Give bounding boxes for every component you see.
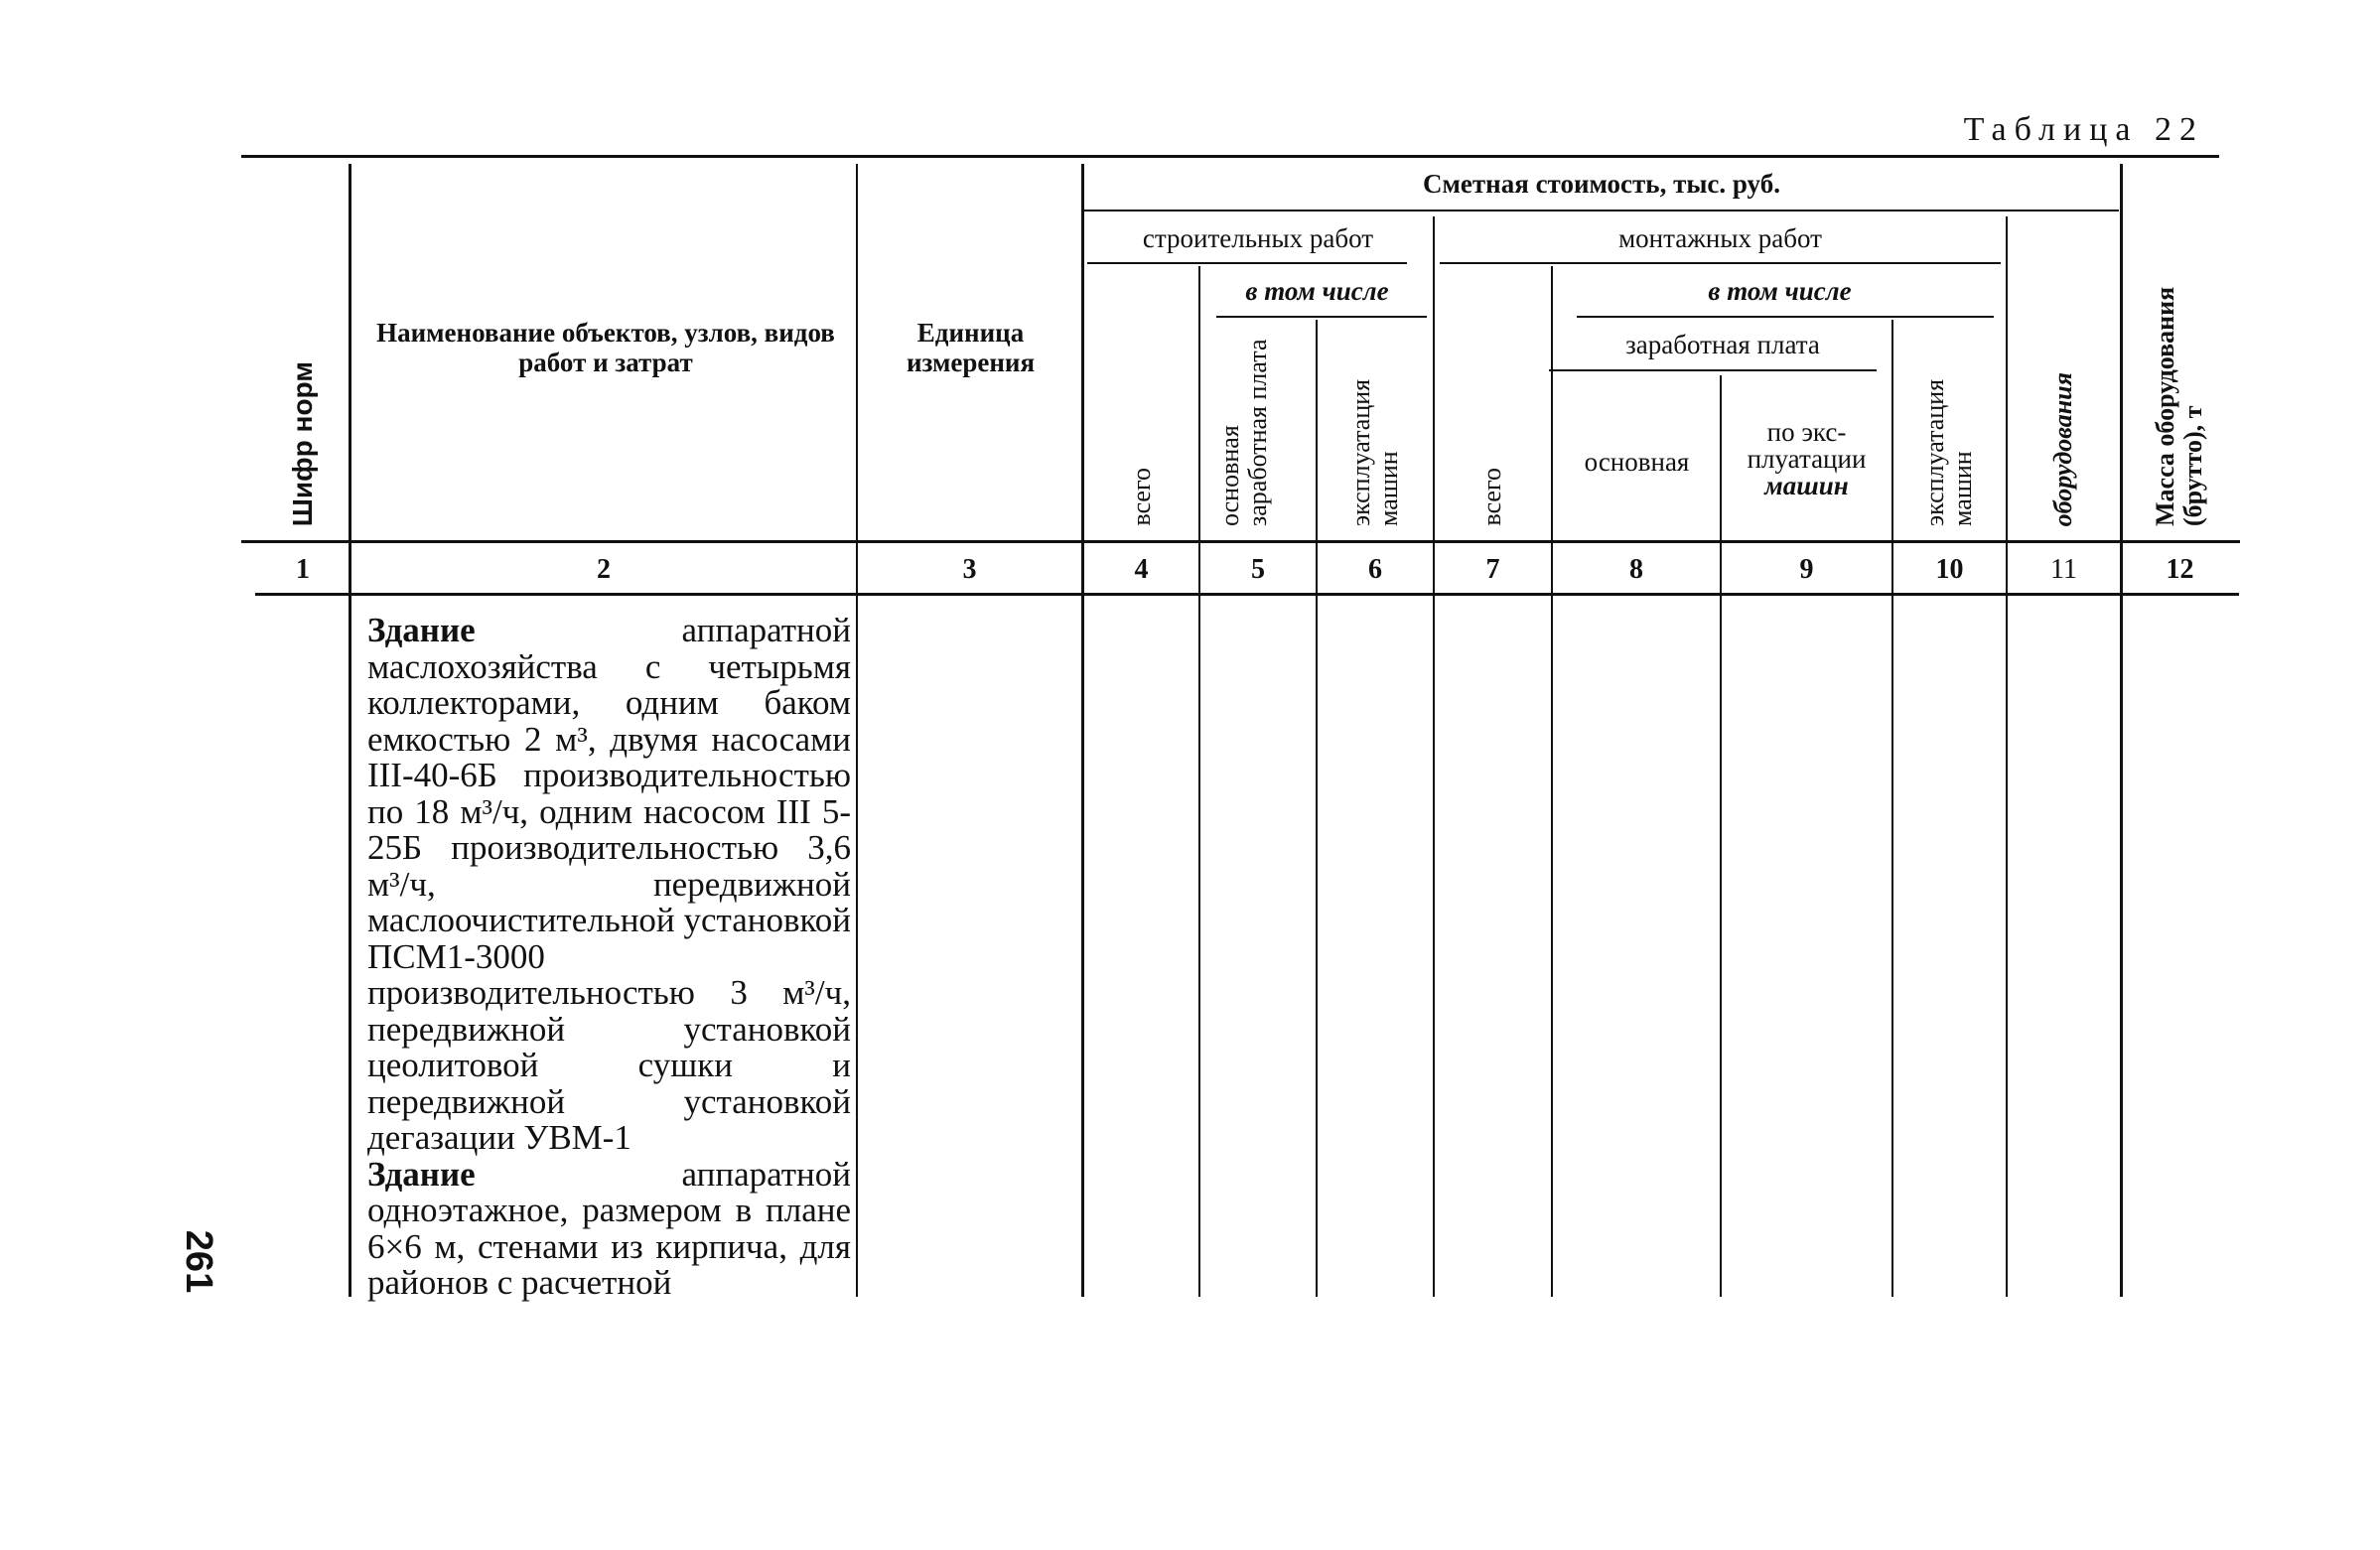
col-rule-2 (856, 164, 858, 1297)
installation-incl-underline (1577, 316, 1994, 318)
header-construction-incl: в том числе (1245, 276, 1389, 306)
construction-incl-underline (1216, 316, 1427, 318)
header-construction-wage: основная заработная плата (1215, 339, 1272, 526)
col-rule-11 (2120, 164, 2123, 1297)
header-construction-machines: эксплуатация машин (1346, 378, 1403, 526)
col-number: 9 (1799, 554, 1814, 585)
top-rule (241, 155, 2219, 158)
header-construction: строительных работ (1142, 223, 1374, 253)
col-rule-6 (1433, 216, 1435, 1297)
col-number: 2 (597, 554, 611, 585)
header-estimate: Сметная стоимость, тыс. руб. (1423, 169, 1780, 199)
header-bottom-rule (241, 540, 2240, 543)
col-number: 5 (1251, 554, 1265, 585)
estimate-underline (1084, 210, 2119, 211)
header-unit: Единица измерения (906, 318, 1036, 377)
table-row: Здание аппаратной одноэтажное, размером в плане 6×6 м, стенами из кирпича, для районов с расчетной (367, 1154, 851, 1302)
col-number: 8 (1629, 554, 1643, 585)
header-name: Наименование объектов, узлов, видов работ и затрат (376, 318, 835, 377)
col-number: 3 (962, 554, 977, 585)
col-rule-8 (1720, 375, 1722, 1297)
header-installation-wage: заработная плата (1625, 330, 1820, 359)
table-title: Таблица 22 (1963, 111, 2204, 148)
col-number: 11 (2050, 554, 2077, 585)
header-installation-total: всего (1477, 468, 1506, 526)
header-installation: монтажных работ (1618, 223, 1822, 253)
col-number: 10 (1935, 554, 1964, 585)
col-number: 7 (1485, 554, 1500, 585)
col-rule-4 (1198, 266, 1200, 1297)
table-body-text (367, 613, 851, 1302)
col-rule-1 (349, 164, 351, 1297)
col-rule-5 (1316, 320, 1318, 1297)
col-number: 4 (1134, 554, 1149, 585)
col-number: 12 (2166, 554, 2194, 585)
col-rule-7 (1551, 266, 1553, 1297)
header-cipher: Шифр норм (287, 360, 318, 526)
col-rule-3 (1081, 164, 1084, 1297)
col-rule-10 (2006, 216, 2008, 1297)
col-number: 6 (1368, 554, 1382, 585)
page-number: 261 (178, 1229, 220, 1293)
numbers-bottom-rule (255, 593, 2239, 596)
header-installation-incl: в том числе (1708, 276, 1852, 306)
header-equipment: оборудования (2048, 371, 2077, 526)
header-mass: Масса оборудования (брутто), т (2151, 286, 2207, 526)
table-row: Здание аппаратной маслохозяйства с четырьмя коллекторами, одним баком емкостью 2 м³, двумя насосами III-40-6Б производительностью по 18 м³/ч, одним насосом III 5-25Б производительностью 3,6 м³/ч, передвижной маслоочистительной установкой ПСМ1-3000 производительностью 3 м³/ч, передвижной установкой цеолитовой сушки и передвижной установкой дегазации УВМ-1 (367, 611, 851, 1157)
wage-underline (1549, 369, 1877, 371)
col-rule-9 (1891, 320, 1893, 1297)
header-installation-machines: эксплуатация машин (1919, 378, 1977, 526)
header-installation-wage-basic: основная (1584, 447, 1690, 477)
col-number: 1 (296, 554, 310, 585)
header-construction-total: всего (1127, 468, 1156, 526)
construction-underline (1087, 262, 1407, 264)
installation-underline (1440, 262, 2001, 264)
header-installation-wage-machine: по экс- плуатации машин (1747, 417, 1867, 500)
